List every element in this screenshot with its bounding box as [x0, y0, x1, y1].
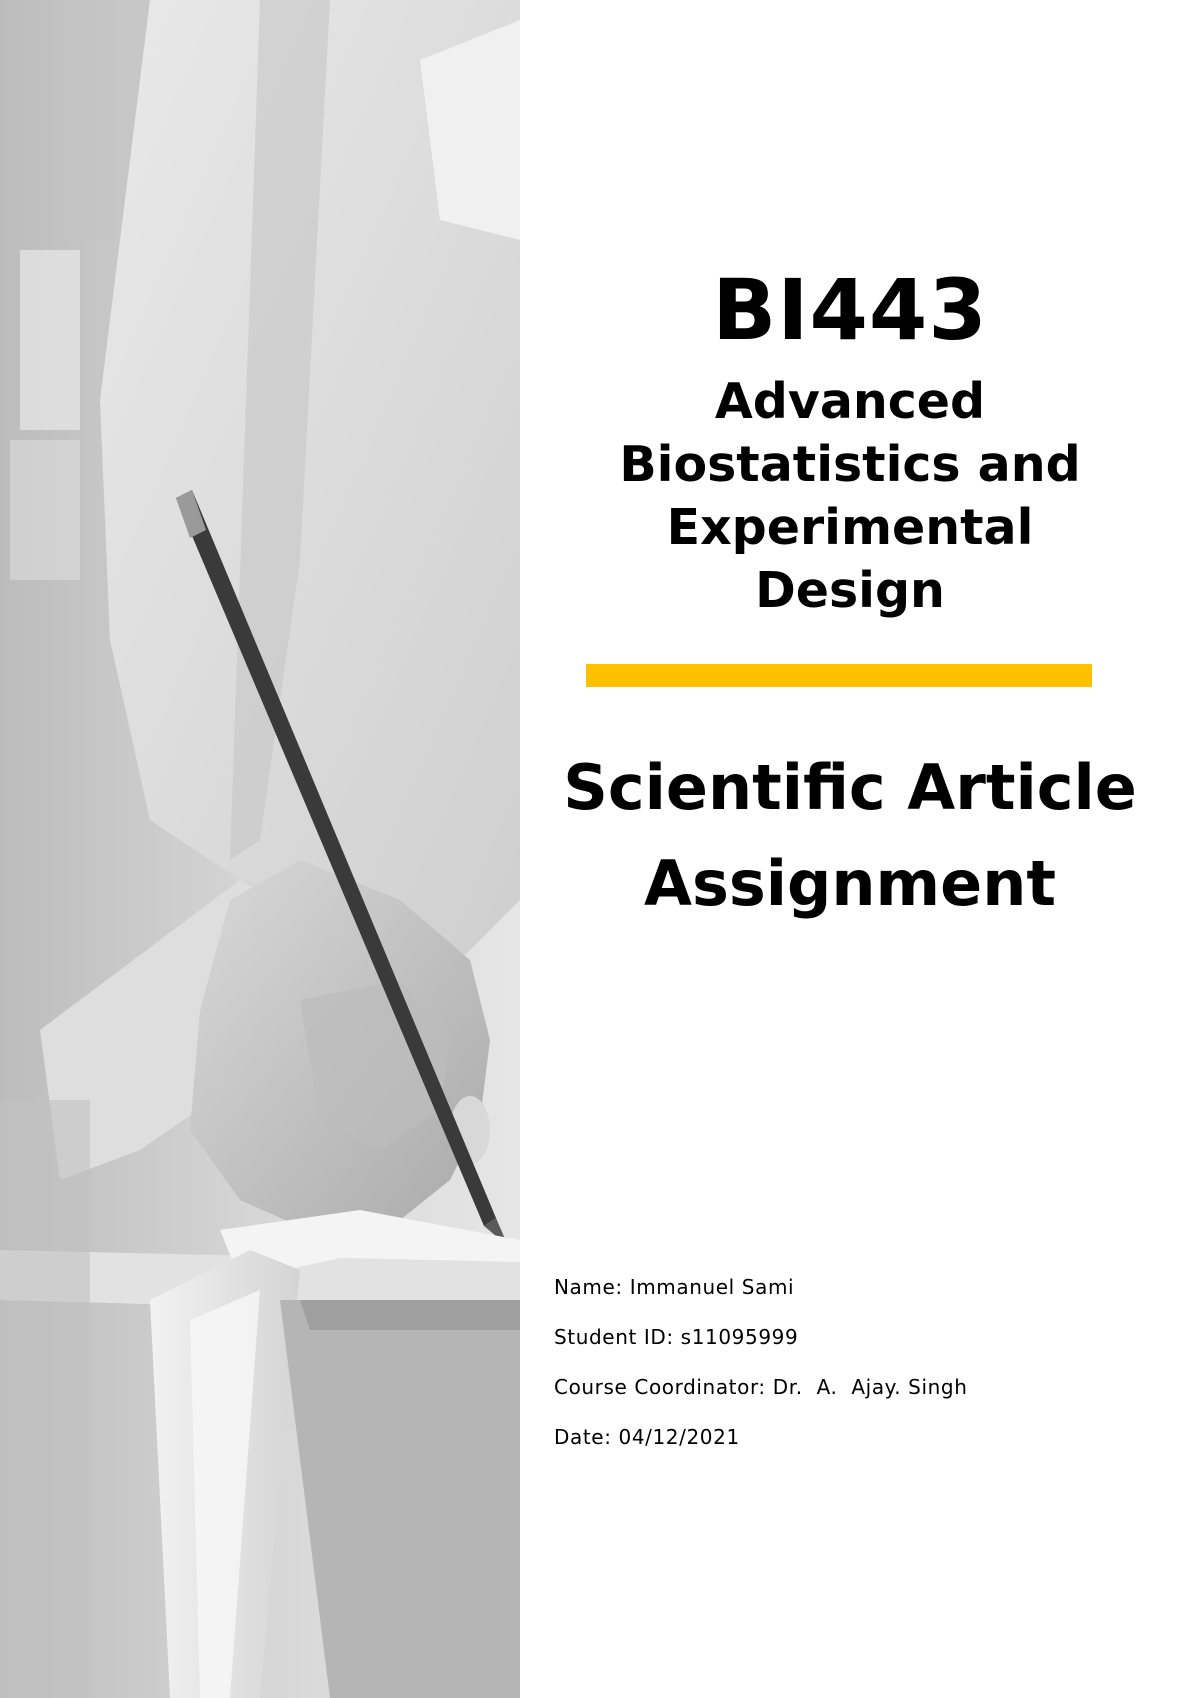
photo-illustration — [0, 0, 520, 1698]
course-title-line: Experimental — [666, 499, 1034, 556]
assignment-title — [520, 740, 1180, 932]
course-coordinator: Course Coordinator: Dr. A. Ajay. Singh — [554, 1375, 968, 1399]
course-title-line: Design — [755, 562, 945, 619]
course-code: BI443 — [712, 261, 988, 359]
student-id: Student ID: s11095999 — [554, 1325, 799, 1349]
student-name: Name: Immanuel Sami — [554, 1275, 795, 1299]
student-writing-photo — [0, 0, 520, 1698]
course-title-line: Biostatistics and — [619, 436, 1081, 493]
cover-content — [520, 0, 1200, 1698]
student-details — [554, 1272, 1174, 1472]
assignment-title-line: Scientific Article — [563, 751, 1137, 824]
accent-divider — [586, 664, 1092, 687]
course-title — [520, 370, 1180, 622]
course-title-line: Advanced — [714, 373, 986, 430]
assignment-title-line: Assignment — [644, 847, 1056, 920]
submission-date: Date: 04/12/2021 — [554, 1425, 740, 1449]
